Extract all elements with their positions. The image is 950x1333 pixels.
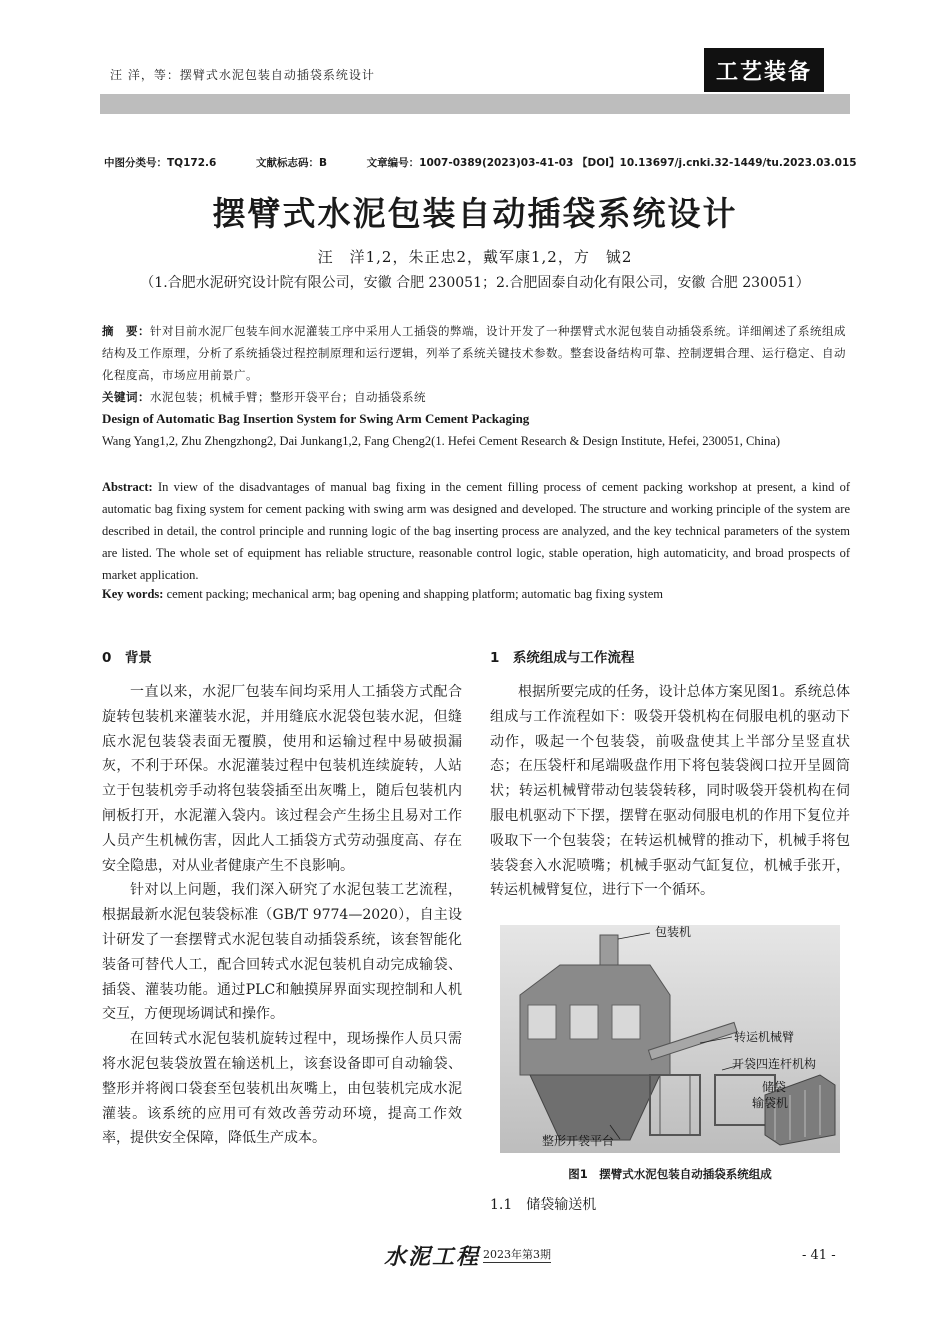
right-column: [490, 680, 850, 903]
en-keywords-text: cement packing; mechanical arm; bag opening and shapping platform; automatic bag fixing system: [163, 587, 663, 601]
en-abstract-text: In view of the disadvantages of manual bag fixing in the cement filling process of cement packing workshop at present, a kind of automatic bag fixing system for cement packing with swing arm was designed and developed. The structure and working principle of the system are described in detail, the control principle and running logic of the bag inserting process are analyzed, and the key technical parameters of the system are listed. The whole set of equipment has reliable structure, reasonable control logic, stable operation, high automaticity, and broad prospects of market application.: [102, 480, 850, 582]
cn-keywords-label: 关键词：: [102, 390, 150, 404]
issue-label: 2023年第3期: [483, 1248, 551, 1261]
figure-label-conveyor-2: 输袋机: [752, 1096, 789, 1110]
cn-abstract: [102, 320, 850, 386]
article-number: 文章编号：1007-0389(2023)03-41-03 【DOI】10.13697/j.cnki.32-1449/tu.2023.03.015: [366, 157, 857, 169]
figure-label-conveyor-1: 储袋: [762, 1080, 787, 1094]
clc-number: 中图分类号：TQ172.6: [104, 157, 217, 169]
en-authors: Wang Yang1,2, Zhu Zhengzhong2, Dai Junkang1,2, Fang Cheng2(1. Hefei Cement Research & Design Institute, Hefei, 230051, China): [102, 434, 781, 448]
figure-label-linkage: 开袋四连杆机构: [732, 1057, 817, 1071]
meta-line: [104, 155, 857, 170]
en-abstract: [102, 476, 850, 586]
en-keywords-label: Key words:: [102, 587, 164, 601]
subsection-heading: 1.1 储袋输送机: [490, 1197, 597, 1213]
en-keywords: [102, 587, 850, 602]
en-abstract-label: Abstract:: [102, 480, 153, 494]
figure-1-illustration: [500, 925, 840, 1153]
body-paragraph: 根据所要完成的任务，设计总体方案见图1。系统总体组成与工作流程如下：吸袋开袋机构在伺服电机的驱动下动作，吸起一个包装袋，前吸盘使其上半部分呈竖直状态；在压袋杆和尾端吸盘作用下将包装袋阀口拉开呈圆筒状；转运机械臂带动包装袋转移，同时吸袋开袋机构在伺服电机驱动下下摆，摆臂在驱动伺服电机的作用下复位并吸取下一个包装袋；在转运机械臂的推动下，机械手将包装袋套入水泥喷嘴；机械手驱动气缸复位，机械手张开，转运机械臂复位，进行下一个循环。: [490, 684, 850, 899]
section-tag: 工艺装备: [704, 48, 824, 92]
cn-abstract-text: 针对目前水泥厂包装车间水泥灌装工序中采用人工插袋的弊端，设计开发了一种摆臂式水泥包装自动插袋系统。详细阐述了系统组成结构及工作原理，分析了系统插袋过程控制原理和运行逻辑，列举了系统关键技术参数。整套设备结构可靠、控制逻辑合理、运行稳定、自动化程度高，市场应用前景广。: [102, 324, 846, 382]
figure-label-packer: 包装机: [655, 925, 692, 939]
page-number: - 41 -: [802, 1248, 836, 1263]
document-code: 文献标志码：B: [255, 157, 327, 169]
body-paragraph: 一直以来，水泥厂包装车间均采用人工插袋方式配合旋转包装机来灌装水泥，并用缝底水泥袋包装水泥，但缝底水泥包装袋表面无覆膜，使用和运输过程中易破损漏灰，不利于环保。水泥灌装过程中包装机连续旋转，人站立于包装机旁手动将包装袋插至出灰嘴上，随后包装机内闸板打开，水泥灌入袋内。该过程会产生扬尘且易对工作人员产生机械伤害，因此人工插袋方式劳动强度高、存在安全隐患，对从业者健康产生不良影响。: [102, 684, 462, 874]
section-1-heading: 1 系统组成与工作流程: [490, 650, 635, 666]
journal-logo: 水泥工程: [384, 1244, 481, 1270]
figure-caption: 图1 摆臂式水泥包装自动插袋系统组成: [568, 1167, 772, 1181]
running-head: 汪 洋，等：摆臂式水泥包装自动插袋系统设计: [110, 68, 375, 82]
cn-abstract-label: 摘 要：: [102, 324, 150, 338]
body-paragraph: 在回转式水泥包装机旋转过程中，现场操作人员只需将水泥包装袋放置在输送机上，该套设备即可自动输袋、整形并将阀口袋套至包装机出灰嘴上，由包装机完成水泥灌装。该系统的应用可有效改善劳动环境，提高工作效率，提供安全保障，降低生产成本。: [102, 1031, 462, 1147]
authors: 汪 洋1,2，朱正忠2，戴军康1,2，方 铖2: [317, 248, 633, 266]
section-0-heading: 0 背景: [102, 650, 152, 666]
body-paragraph: 针对以上问题，我们深入研究了水泥包装工艺流程，根据最新水泥包装袋标准（GB/T 9774—2020），自主设计研发了一套摆臂式水泥包装自动插袋系统，该套智能化装备可替代人工，配合回转式水泥包装机自动完成输袋、插袋、灌装功能。通过PLC和触摸屏界面实现控制和人机交互，方便现场调试和操作。: [102, 882, 462, 1023]
left-column: [102, 680, 462, 1151]
cn-keywords: [102, 387, 850, 407]
affiliation: （1.合肥水泥研究设计院有限公司，安徽 合肥 230051；2.合肥固泰自动化有限公司，安徽 合肥 230051）: [140, 275, 810, 291]
en-title: Design of Automatic Bag Insertion System for Swing Arm Cement Packaging: [102, 411, 530, 426]
figure-label-platform: 整形开袋平台: [542, 1134, 615, 1148]
header-bar: [100, 94, 850, 114]
paper-title: 摆臂式水泥包装自动插袋系统设计: [212, 194, 738, 233]
cn-keywords-text: 水泥包装；机械手臂；整形开袋平台；自动插袋系统: [150, 390, 426, 404]
figure-label-transfer-arm: 转运机械臂: [734, 1030, 795, 1044]
